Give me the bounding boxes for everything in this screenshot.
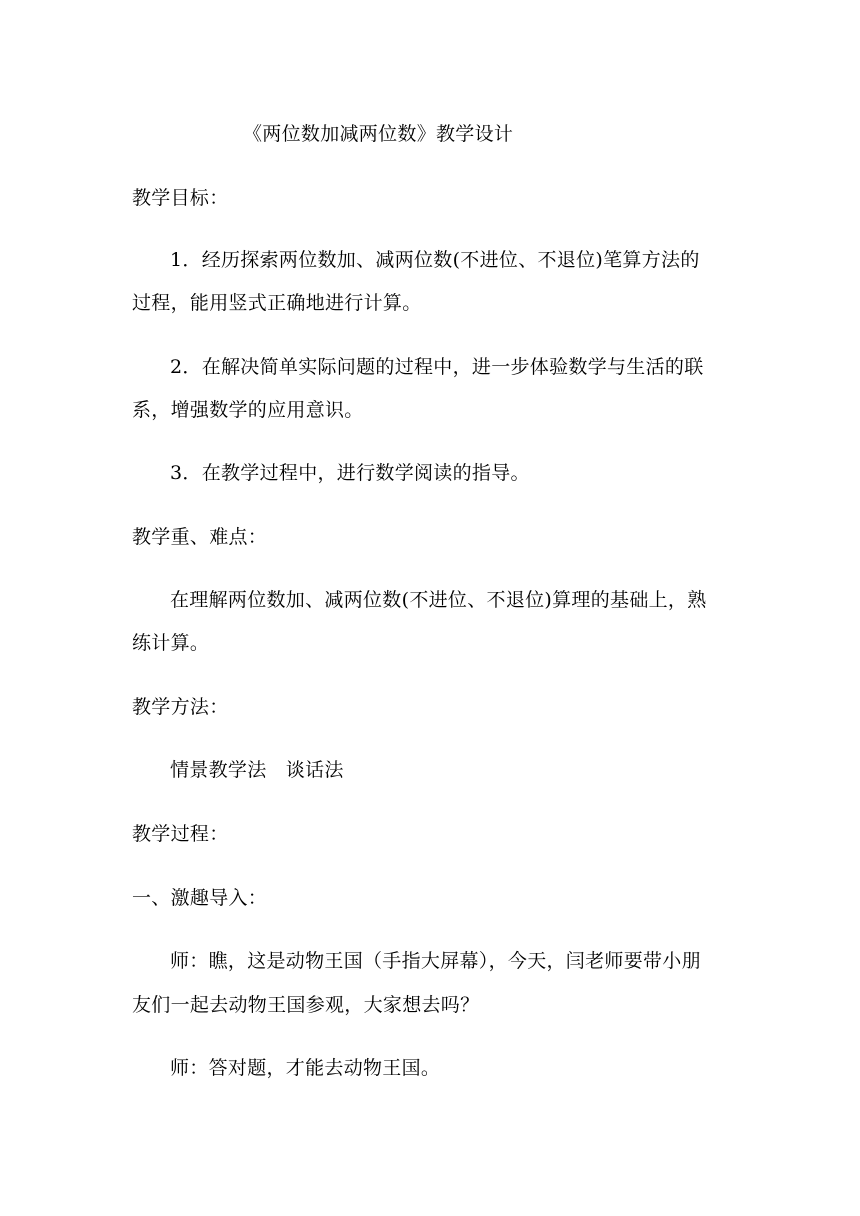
document-title: 《两位数加减两位数》教学设计 bbox=[243, 123, 514, 145]
goal-2-line-1: 2．在解决简单实际问题的过程中，进一步体验数学与生活的联 bbox=[170, 356, 704, 378]
teacher-line-1a: 师：瞧，这是动物王国（手指大屏幕），今天，闫老师要带小朋 bbox=[170, 950, 701, 972]
teacher-line-2: 师：答对题，才能去动物王国。 bbox=[170, 1057, 441, 1079]
methods-text: 情景教学法 谈话法 bbox=[170, 759, 344, 781]
process-heading: 教学过程： bbox=[132, 823, 229, 845]
key-points-heading: 教学重、难点： bbox=[132, 526, 268, 548]
goal-3: 3．在教学过程中，进行数学阅读的指导。 bbox=[170, 462, 530, 484]
teacher-line-1b: 友们一起去动物王国参观，大家想去吗？ bbox=[132, 994, 480, 1016]
goal-1-line-1: 1．经历探索两位数加、减两位数(不进位、不退位)笔算方法的 bbox=[170, 249, 700, 271]
methods-heading: 教学方法： bbox=[132, 696, 229, 718]
goal-1-line-2: 过程，能用竖式正确地进行计算。 bbox=[132, 292, 422, 314]
goal-2-line-2: 系，增强数学的应用意识。 bbox=[132, 399, 364, 421]
key-points-line-1: 在理解两位数加、减两位数(不进位、不退位)算理的基础上，熟 bbox=[170, 589, 707, 611]
section-1-heading: 一、激趣导入： bbox=[132, 887, 268, 909]
goals-heading: 教学目标： bbox=[132, 187, 229, 209]
key-points-line-2: 练计算。 bbox=[132, 632, 210, 654]
